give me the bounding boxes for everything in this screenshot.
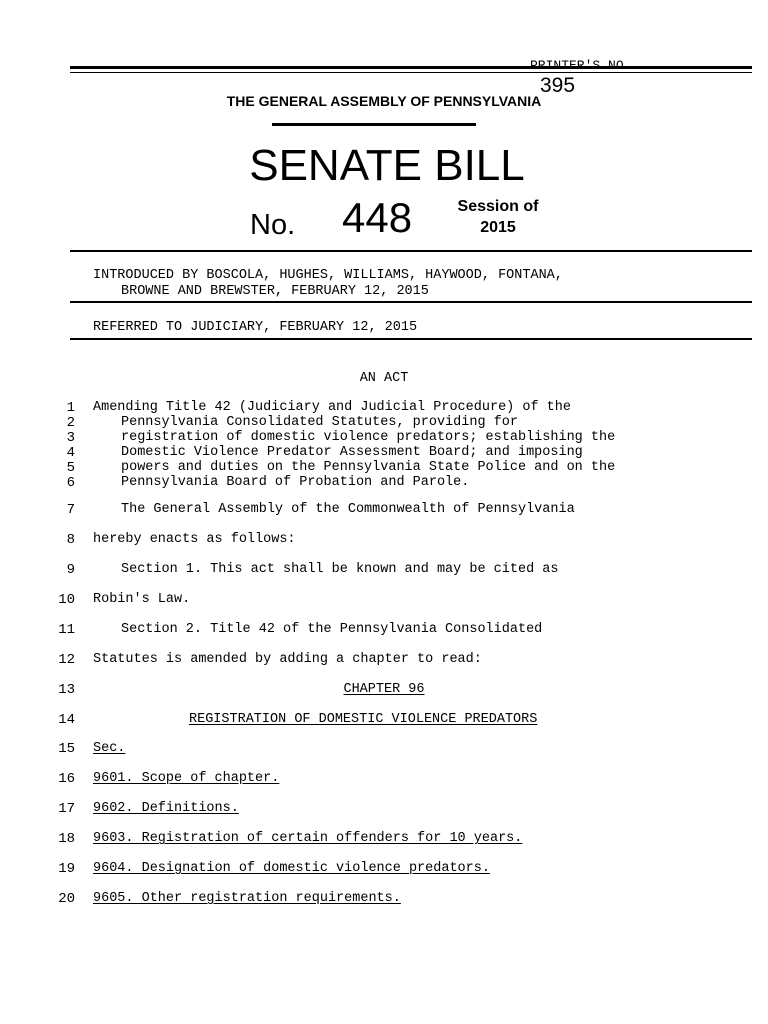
section-index-entry: 9602. Definitions.: [93, 801, 239, 816]
title-line: Pennsylvania Consolidated Statutes, providing for: [121, 415, 518, 430]
introduced-line-2: BROWNE AND BREWSTER, FEBRUARY 12, 2015: [121, 284, 429, 299]
act-heading: AN ACT: [359, 371, 409, 386]
line-number: 17: [58, 801, 75, 817]
line-number: 12: [58, 652, 75, 668]
line-number: 13: [58, 682, 75, 698]
line-number: 3: [66, 430, 75, 446]
chapter-heading: CHAPTER 96: [343, 682, 425, 697]
line-number: 18: [58, 831, 75, 847]
section-index-entry: 9604. Designation of domestic violence predators.: [93, 861, 490, 876]
line-number: 14: [58, 712, 75, 728]
top-rule-thin: [70, 72, 752, 73]
bill-number: 448: [342, 194, 413, 241]
title-line: Amending Title 42 (Judiciary and Judicial Procedure) of the: [93, 400, 571, 415]
session-year: 2015: [480, 219, 516, 236]
rule-above-introduced: [70, 250, 752, 252]
section-index-entry: 9603. Registration of certain offenders for 10 years.: [93, 831, 523, 846]
body-line: hereby enacts as follows:: [93, 532, 296, 547]
top-rule-thick: [70, 66, 752, 69]
session-label: Session of: [457, 198, 539, 215]
line-number: 4: [66, 445, 75, 461]
sec-label: Sec.: [93, 741, 126, 756]
line-number: 10: [58, 592, 75, 608]
printers-no-value: 395: [540, 74, 576, 97]
body-line: The General Assembly of the Commonwealth of Pennsylvania: [121, 502, 575, 517]
line-number: 8: [66, 532, 75, 548]
assembly-heading: THE GENERAL ASSEMBLY OF PENNSYLVANIA: [226, 93, 542, 109]
line-number: 6: [66, 475, 75, 491]
section-index-entry: 9605. Other registration requirements.: [93, 891, 401, 906]
rule-below-referred: [70, 338, 752, 340]
rule-above-referred: [70, 301, 752, 303]
title-line: powers and duties on the Pennsylvania State Police and on the: [121, 460, 616, 475]
line-number: 16: [58, 771, 75, 787]
title-line: Domestic Violence Predator Assessment Board; and imposing: [121, 445, 583, 460]
referred-line: REFERRED TO JUDICIARY, FEBRUARY 12, 2015: [93, 320, 418, 335]
line-number: 9: [66, 562, 75, 578]
section-index-entry: 9601. Scope of chapter.: [93, 771, 280, 786]
body-line: Section 1. This act shall be known and may be cited as: [121, 562, 559, 577]
line-number: 1: [66, 400, 75, 416]
line-number: 5: [66, 460, 75, 476]
title-line: Pennsylvania Board of Probation and Parole.: [121, 475, 470, 490]
line-number: 7: [66, 502, 75, 518]
body-line: Section 2. Title 42 of the Pennsylvania Consolidated: [121, 622, 543, 637]
bill-no-label: No.: [250, 209, 296, 241]
body-line: Statutes is amended by adding a chapter to read:: [93, 652, 482, 667]
line-number: 2: [66, 415, 75, 431]
title-line: registration of domestic violence predators; establishing the: [121, 430, 616, 445]
line-number: 11: [58, 622, 75, 638]
introduced-line-1: INTRODUCED BY BOSCOLA, HUGHES, WILLIAMS, HAYWOOD, FONTANA,: [93, 268, 563, 283]
line-number: 19: [58, 861, 75, 877]
bill-type-title: SENATE BILL: [249, 141, 525, 190]
line-number: 15: [58, 741, 75, 757]
body-line: Robin's Law.: [93, 592, 191, 607]
line-number: 20: [58, 891, 75, 907]
assembly-underline: [272, 123, 476, 126]
chapter-title: REGISTRATION OF DOMESTIC VIOLENCE PREDATORS: [189, 712, 538, 727]
